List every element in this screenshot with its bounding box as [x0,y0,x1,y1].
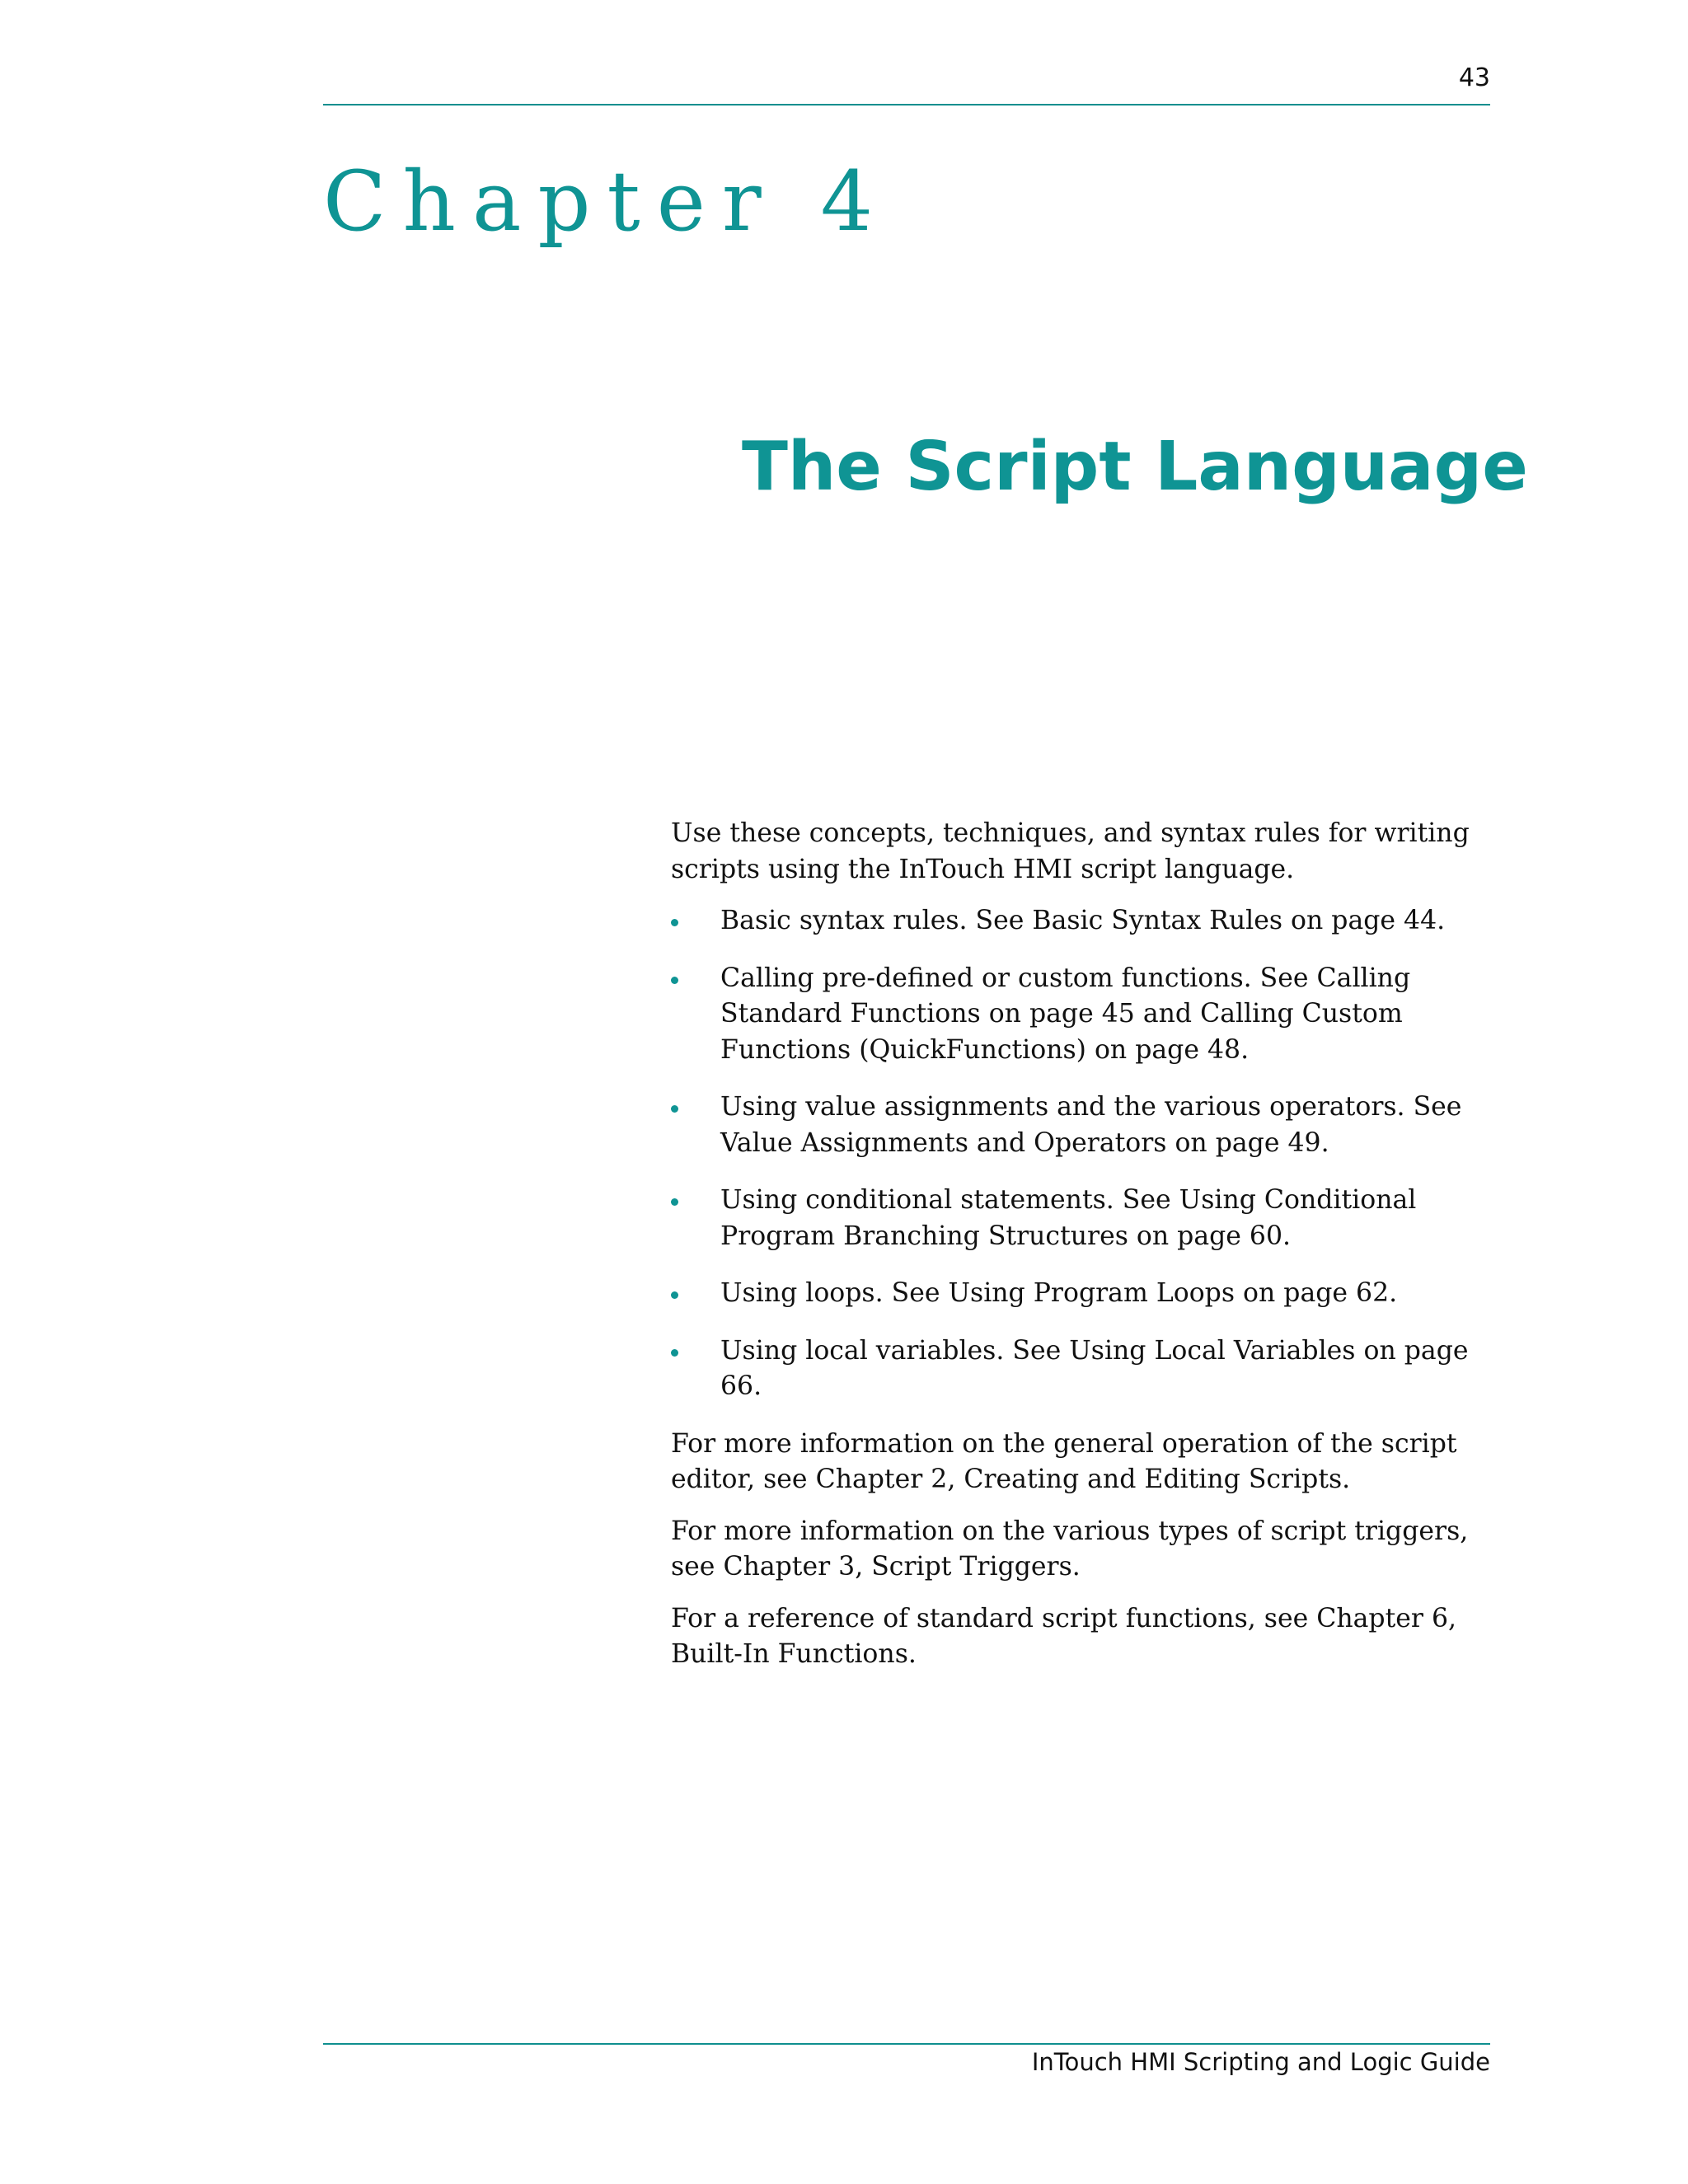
list-item-text: Basic syntax rules. See Basic Syntax Rules on page 44. [720,906,1446,935]
bullet-icon [671,1349,678,1357]
footer-rule [323,2043,1490,2045]
topic-list [671,903,1495,1405]
list-item [671,903,1495,940]
footer-guide-title: InTouch HMI Scripting and Logic Guide [1031,2048,1490,2076]
bullet-icon [671,1198,678,1206]
list-item [671,1333,1495,1405]
editor-info-paragraph: For more information on the general operation of the script editor, see Chapter 2, Creating and Editing Scripts. [671,1428,1457,1494]
list-item [671,1090,1495,1161]
chapter-body [671,816,1495,1689]
list-item-text: Using conditional statements. See Using Conditional Program Branching Structures on page 60. [720,1185,1417,1251]
bullet-icon [671,977,678,984]
bullet-icon [671,919,678,926]
list-item-text: Using loops. See Using Program Loops on page 62. [720,1278,1398,1308]
list-item-text: Using local variables. See Using Local Variables on page 66. [720,1335,1469,1401]
page-number: 43 [1458,63,1490,92]
bullet-icon [671,1105,678,1113]
list-item [671,1276,1495,1312]
bullet-icon [671,1291,678,1299]
intro-paragraph: Use these concepts, techniques, and syntax rules for writing scripts using the InTouch HMI script language. [671,818,1470,884]
list-item-text: Calling pre-defined or custom functions. See Calling Standard Functions on page 45 and Calling Custom Functions (QuickFunctions) on page 48. [720,963,1411,1065]
triggers-info-paragraph: For more information on the various types of script triggers, see Chapter 3, Script Triggers. [671,1516,1469,1582]
functions-reference-paragraph: For a reference of standard script functions, see Chapter 6, Built-In Functions. [671,1603,1456,1669]
header-rule [323,104,1490,105]
list-item [671,961,1495,1069]
list-item-text: Using value assignments and the various operators. See Value Assignments and Operators on page 49. [720,1092,1462,1158]
list-item [671,1183,1495,1254]
chapter-title: The Script Language [742,428,1528,506]
chapter-heading: Chapter 4 [323,153,890,250]
